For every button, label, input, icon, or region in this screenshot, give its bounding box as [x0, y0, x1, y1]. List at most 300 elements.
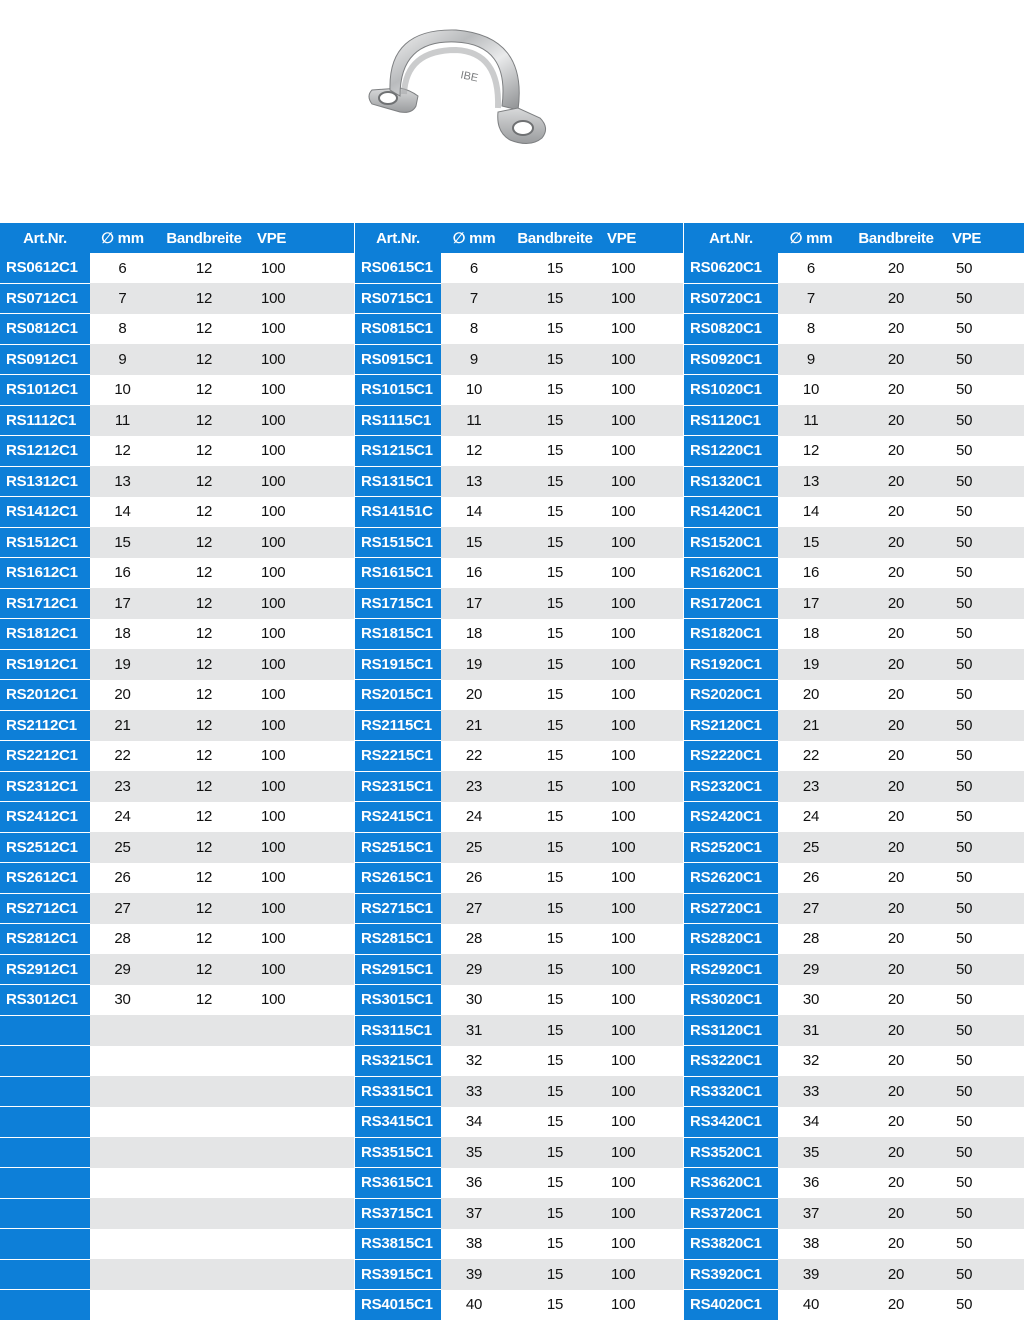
vpe-cell: 100	[253, 405, 354, 436]
art-nr-cell: RS14151C	[355, 497, 441, 528]
art-nr-cell: RS2520C1	[684, 832, 778, 863]
vpe-cell: 100	[611, 625, 636, 643]
table-row	[0, 344, 354, 375]
diameter-cell: 23	[441, 771, 507, 802]
bandbreite-cell: 15	[546, 1052, 564, 1070]
vpe-cell: 100	[261, 930, 286, 948]
diameter-cell: 13	[90, 466, 155, 497]
product-table-20mm	[684, 223, 1024, 1321]
bandbreite-cell: 15	[507, 893, 603, 924]
pipe-clamp-icon	[360, 28, 560, 158]
diameter-cell: 27	[778, 893, 844, 924]
table-row	[684, 466, 1024, 497]
diameter-cell: 34	[465, 1113, 483, 1131]
art-nr-cell	[0, 1107, 90, 1138]
diameter-cell: 29	[90, 954, 155, 985]
bandbreite-cell: 12	[195, 259, 213, 277]
diameter-cell: 22	[802, 747, 820, 765]
art-nr-cell: RS3920C1	[684, 1259, 778, 1290]
bandbreite-cell: 20	[844, 649, 948, 680]
diameter-cell: 13	[441, 466, 507, 497]
vpe-cell: 50	[956, 686, 973, 704]
bandbreite-cell: 20	[844, 344, 948, 375]
bandbreite-cell: 15	[546, 686, 564, 704]
table-row	[0, 527, 354, 558]
vpe-cell	[253, 1046, 354, 1077]
vpe-cell: 50	[956, 503, 973, 521]
art-nr-cell: RS3420C1	[684, 1107, 778, 1138]
diameter-cell: 12	[465, 442, 483, 460]
diameter-cell: 23	[778, 771, 844, 802]
table-row	[0, 1259, 354, 1290]
bandbreite-cell: 20	[844, 588, 948, 619]
table-row	[355, 1137, 683, 1168]
art-nr-cell: RS0912C1	[0, 344, 90, 375]
art-nr-cell: RS1520C1	[684, 527, 778, 558]
bandbreite-cell: 20	[844, 1015, 948, 1046]
diameter-cell: 6	[118, 259, 127, 277]
table-row	[684, 314, 1024, 345]
vpe-cell: 100	[261, 686, 286, 704]
vpe-cell	[253, 1229, 354, 1260]
table-row	[0, 985, 354, 1016]
diameter-cell: 20	[802, 686, 820, 704]
diameter-cell: 27	[441, 893, 507, 924]
art-nr-cell: RS2215C1	[355, 741, 441, 772]
bandbreite-cell: 12	[155, 344, 253, 375]
table-row	[684, 253, 1024, 283]
art-nr-cell	[0, 1046, 90, 1077]
diameter-cell	[90, 1168, 155, 1199]
vpe-cell: 100	[603, 771, 683, 802]
table-row	[0, 1137, 354, 1168]
diameter-cell: 10	[114, 381, 131, 399]
vpe-cell: 100	[253, 771, 354, 802]
art-nr-cell: RS2612C1	[0, 863, 90, 894]
vpe-cell: 50	[948, 710, 1024, 741]
diameter-cell	[90, 1107, 155, 1138]
table-row	[0, 741, 354, 772]
bandbreite-cell: 15	[546, 747, 564, 765]
diameter-cell: 22	[465, 747, 483, 765]
vpe-cell: 100	[253, 344, 354, 375]
art-nr-cell: RS1612C1	[0, 558, 90, 589]
table-body	[355, 253, 683, 1320]
table-row	[0, 466, 354, 497]
table-row	[684, 954, 1024, 985]
diameter-cell: 12	[114, 442, 131, 460]
bandbreite-cell: 20	[844, 405, 948, 436]
bandbreite-cell: 12	[155, 771, 253, 802]
table-row	[355, 619, 683, 650]
svg-text:IBE: IBE	[459, 69, 480, 85]
diameter-cell: 21	[90, 710, 155, 741]
table-header-row	[684, 223, 1024, 253]
diameter-cell: 34	[802, 1113, 820, 1131]
table-row	[355, 466, 683, 497]
header-vpe: VPE	[253, 223, 354, 253]
table-row	[355, 680, 683, 711]
table-row	[355, 893, 683, 924]
vpe-cell: 50	[948, 466, 1024, 497]
art-nr-cell: RS3915C1	[355, 1259, 441, 1290]
art-nr-cell: RS2920C1	[684, 954, 778, 985]
diameter-cell: 17	[441, 588, 507, 619]
vpe-cell	[253, 1137, 354, 1168]
bandbreite-cell: 20	[844, 832, 948, 863]
art-nr-cell	[0, 1076, 90, 1107]
diameter-cell: 26	[802, 869, 820, 887]
art-nr-cell: RS1515C1	[355, 527, 441, 558]
art-nr-cell: RS2620C1	[684, 863, 778, 894]
art-nr-cell: RS3315C1	[355, 1076, 441, 1107]
table-row	[684, 588, 1024, 619]
bandbreite-cell: 15	[507, 954, 603, 985]
bandbreite-cell	[155, 1137, 253, 1168]
diameter-cell: 7	[90, 283, 155, 314]
diameter-cell: 18	[114, 625, 131, 643]
table-row	[355, 1229, 683, 1260]
art-nr-cell	[0, 1290, 90, 1321]
diameter-cell: 36	[465, 1174, 483, 1192]
table-row	[684, 1076, 1024, 1107]
vpe-cell: 100	[261, 503, 286, 521]
art-nr-cell: RS1420C1	[684, 497, 778, 528]
bandbreite-cell: 15	[507, 832, 603, 863]
diameter-cell: 14	[802, 503, 820, 521]
bandbreite-cell: 20	[887, 1235, 905, 1253]
vpe-cell: 100	[253, 893, 354, 924]
art-nr-cell: RS0720C1	[684, 283, 778, 314]
vpe-cell: 100	[611, 1296, 636, 1314]
header-bandbreite: Bandbreite	[844, 223, 948, 253]
bandbreite-cell: 12	[195, 869, 213, 887]
table-row	[684, 1198, 1024, 1229]
art-nr-cell: RS2915C1	[355, 954, 441, 985]
diameter-cell: 35	[778, 1137, 844, 1168]
bandbreite-cell: 15	[546, 442, 564, 460]
diameter-cell: 35	[441, 1137, 507, 1168]
art-nr-cell: RS2212C1	[0, 741, 90, 772]
table-body	[684, 253, 1024, 1320]
art-nr-cell: RS2420C1	[684, 802, 778, 833]
table-row	[684, 802, 1024, 833]
vpe-cell: 100	[603, 893, 683, 924]
table-row	[684, 558, 1024, 589]
table-row	[355, 527, 683, 558]
bandbreite-cell: 15	[546, 381, 564, 399]
bandbreite-cell: 15	[546, 625, 564, 643]
table-row	[684, 710, 1024, 741]
vpe-cell: 100	[611, 381, 636, 399]
diameter-cell: 40	[465, 1296, 483, 1314]
diameter-cell: 26	[114, 869, 131, 887]
bandbreite-cell: 12	[195, 747, 213, 765]
bandbreite-cell: 15	[546, 259, 564, 277]
table-row	[355, 375, 683, 406]
art-nr-cell: RS1312C1	[0, 466, 90, 497]
bandbreite-cell: 15	[546, 808, 564, 826]
diameter-cell: 29	[778, 954, 844, 985]
vpe-cell: 50	[956, 320, 973, 338]
bandbreite-cell: 20	[844, 710, 948, 741]
bandbreite-cell: 12	[195, 991, 213, 1009]
vpe-cell: 100	[603, 1198, 683, 1229]
diameter-cell: 6	[469, 259, 479, 277]
vpe-cell: 100	[253, 832, 354, 863]
bandbreite-cell: 15	[507, 344, 603, 375]
vpe-cell: 50	[948, 771, 1024, 802]
art-nr-cell: RS2715C1	[355, 893, 441, 924]
diameter-cell	[90, 1137, 155, 1168]
art-nr-cell: RS2220C1	[684, 741, 778, 772]
table-row	[684, 1137, 1024, 1168]
diameter-cell: 30	[114, 991, 131, 1009]
vpe-cell: 100	[603, 1076, 683, 1107]
vpe-cell: 100	[253, 588, 354, 619]
diameter-cell: 26	[465, 869, 483, 887]
diameter-cell: 18	[465, 625, 483, 643]
bandbreite-cell	[155, 1107, 253, 1138]
table-row	[684, 1168, 1024, 1199]
vpe-cell: 100	[603, 1259, 683, 1290]
diameter-cell: 16	[465, 564, 483, 582]
vpe-cell: 100	[603, 588, 683, 619]
bandbreite-cell: 20	[887, 747, 905, 765]
art-nr-cell: RS1020C1	[684, 375, 778, 406]
vpe-cell: 100	[261, 320, 286, 338]
bandbreite-cell: 12	[195, 320, 213, 338]
diameter-cell: 16	[802, 564, 820, 582]
art-nr-cell: RS1120C1	[684, 405, 778, 436]
bandbreite-cell: 20	[844, 1137, 948, 1168]
table-row	[355, 924, 683, 955]
table-row	[684, 1046, 1024, 1077]
vpe-cell: 50	[948, 893, 1024, 924]
table-row	[355, 253, 683, 283]
table-body	[0, 253, 354, 1320]
art-nr-cell: RS1315C1	[355, 466, 441, 497]
vpe-cell: 100	[603, 954, 683, 985]
diameter-cell: 10	[465, 381, 483, 399]
vpe-cell: 50	[948, 1076, 1024, 1107]
table-row	[684, 741, 1024, 772]
diameter-cell: 39	[778, 1259, 844, 1290]
table-row	[355, 1198, 683, 1229]
diameter-cell: 32	[802, 1052, 820, 1070]
table-row	[355, 649, 683, 680]
bandbreite-cell: 12	[155, 588, 253, 619]
art-nr-cell: RS3215C1	[355, 1046, 441, 1077]
art-nr-cell: RS2315C1	[355, 771, 441, 802]
table-row	[684, 1015, 1024, 1046]
diameter-cell: 33	[778, 1076, 844, 1107]
table-row	[355, 344, 683, 375]
bandbreite-cell: 15	[507, 405, 603, 436]
bandbreite-cell	[155, 1259, 253, 1290]
bandbreite-cell: 12	[195, 930, 213, 948]
art-nr-cell: RS1320C1	[684, 466, 778, 497]
bandbreite-cell: 15	[507, 1137, 603, 1168]
vpe-cell: 100	[261, 747, 286, 765]
vpe-cell: 50	[948, 1198, 1024, 1229]
vpe-cell: 50	[948, 832, 1024, 863]
bandbreite-cell: 15	[507, 466, 603, 497]
art-nr-cell: RS2115C1	[355, 710, 441, 741]
diameter-cell: 17	[778, 588, 844, 619]
bandbreite-cell: 20	[887, 259, 905, 277]
vpe-cell: 100	[603, 649, 683, 680]
product-table-12mm	[0, 223, 354, 1321]
header-art-nr: Art.Nr.	[0, 223, 90, 253]
header-vpe: VPE	[603, 223, 683, 253]
bandbreite-cell: 12	[195, 381, 213, 399]
bandbreite-cell: 15	[507, 1259, 603, 1290]
diameter-cell: 10	[802, 381, 820, 399]
table-row	[355, 1046, 683, 1077]
bandbreite-cell: 15	[546, 503, 564, 521]
vpe-cell: 50	[948, 283, 1024, 314]
header-bandbreite: Bandbreite	[155, 223, 253, 253]
art-nr-cell: RS1920C1	[684, 649, 778, 680]
diameter-cell: 15	[441, 527, 507, 558]
vpe-cell: 50	[956, 1235, 973, 1253]
art-nr-cell: RS1720C1	[684, 588, 778, 619]
bandbreite-cell: 15	[546, 1113, 564, 1131]
diameter-cell: 28	[114, 930, 131, 948]
bandbreite-cell: 15	[507, 710, 603, 741]
bandbreite-cell: 15	[546, 320, 564, 338]
art-nr-cell: RS3620C1	[684, 1168, 778, 1199]
table-row	[355, 802, 683, 833]
art-nr-cell: RS1215C1	[355, 436, 441, 467]
diameter-cell: 18	[802, 625, 820, 643]
diameter-cell: 30	[465, 991, 483, 1009]
header-diameter: ∅ mm	[441, 223, 507, 253]
art-nr-cell: RS2312C1	[0, 771, 90, 802]
bandbreite-cell	[155, 1198, 253, 1229]
diameter-cell: 19	[778, 649, 844, 680]
vpe-cell: 100	[253, 283, 354, 314]
vpe-cell: 100	[611, 503, 636, 521]
header-art-nr: Art.Nr.	[684, 223, 778, 253]
diameter-cell: 24	[465, 808, 483, 826]
art-nr-cell: RS3320C1	[684, 1076, 778, 1107]
art-nr-cell	[0, 1137, 90, 1168]
bandbreite-cell	[155, 1015, 253, 1046]
vpe-cell: 100	[603, 710, 683, 741]
vpe-cell: 100	[603, 1015, 683, 1046]
table-row	[355, 314, 683, 345]
diameter-cell: 30	[802, 991, 820, 1009]
art-nr-cell: RS1712C1	[0, 588, 90, 619]
vpe-cell	[253, 1107, 354, 1138]
art-nr-cell: RS2912C1	[0, 954, 90, 985]
vpe-cell: 50	[956, 1052, 973, 1070]
diameter-cell: 20	[465, 686, 483, 704]
table-row	[0, 1046, 354, 1077]
bandbreite-cell: 12	[155, 405, 253, 436]
vpe-cell: 100	[253, 649, 354, 680]
table-row	[355, 832, 683, 863]
art-nr-cell: RS2815C1	[355, 924, 441, 955]
table-row	[684, 893, 1024, 924]
diameter-cell: 37	[441, 1198, 507, 1229]
art-nr-cell	[0, 1168, 90, 1199]
diameter-cell: 17	[90, 588, 155, 619]
art-nr-cell: RS0712C1	[0, 283, 90, 314]
table-row	[355, 741, 683, 772]
art-nr-cell: RS4015C1	[355, 1290, 441, 1321]
art-nr-cell: RS1812C1	[0, 619, 90, 650]
art-nr-cell: RS2720C1	[684, 893, 778, 924]
table-row	[0, 253, 354, 283]
vpe-cell: 100	[261, 869, 286, 887]
vpe-cell: 50	[948, 344, 1024, 375]
table-row	[355, 1259, 683, 1290]
table-row	[0, 283, 354, 314]
bandbreite-cell: 20	[887, 564, 905, 582]
art-nr-cell: RS2012C1	[0, 680, 90, 711]
diameter-cell: 29	[441, 954, 507, 985]
diameter-cell: 14	[114, 503, 131, 521]
bandbreite-cell	[155, 1290, 253, 1321]
art-nr-cell: RS1615C1	[355, 558, 441, 589]
art-nr-cell: RS0620C1	[684, 253, 778, 283]
vpe-cell	[253, 1168, 354, 1199]
table-row	[684, 405, 1024, 436]
vpe-cell: 100	[603, 283, 683, 314]
diameter-cell: 33	[441, 1076, 507, 1107]
bandbreite-cell: 20	[844, 283, 948, 314]
vpe-cell: 100	[611, 1052, 636, 1070]
bandbreite-cell: 20	[887, 1296, 905, 1314]
art-nr-cell: RS1815C1	[355, 619, 441, 650]
table-row	[355, 588, 683, 619]
table-row	[684, 863, 1024, 894]
table-row	[0, 619, 354, 650]
bandbreite-cell: 20	[887, 381, 905, 399]
table-row	[355, 497, 683, 528]
vpe-cell: 100	[261, 442, 286, 460]
art-nr-cell: RS3720C1	[684, 1198, 778, 1229]
bandbreite-cell: 15	[546, 564, 564, 582]
vpe-cell: 50	[956, 442, 973, 460]
table-row	[0, 1290, 354, 1321]
diameter-cell: 24	[802, 808, 820, 826]
vpe-cell: 100	[261, 991, 286, 1009]
table-row	[0, 802, 354, 833]
art-nr-cell: RS3820C1	[684, 1229, 778, 1260]
vpe-cell: 100	[253, 710, 354, 741]
table-row	[684, 649, 1024, 680]
vpe-cell: 100	[603, 527, 683, 558]
art-nr-cell: RS3515C1	[355, 1137, 441, 1168]
art-nr-cell: RS1112C1	[0, 405, 90, 436]
bandbreite-cell: 15	[507, 1076, 603, 1107]
art-nr-cell: RS2112C1	[0, 710, 90, 741]
table-row	[355, 985, 683, 1016]
vpe-cell: 100	[603, 832, 683, 863]
vpe-cell: 50	[956, 930, 973, 948]
bandbreite-cell: 15	[507, 1198, 603, 1229]
bandbreite-cell: 12	[155, 527, 253, 558]
art-nr-cell: RS1115C1	[355, 405, 441, 436]
vpe-cell: 50	[948, 1137, 1024, 1168]
diameter-cell: 8	[118, 320, 127, 338]
art-nr-cell: RS0715C1	[355, 283, 441, 314]
header-art-nr: Art.Nr.	[355, 223, 441, 253]
